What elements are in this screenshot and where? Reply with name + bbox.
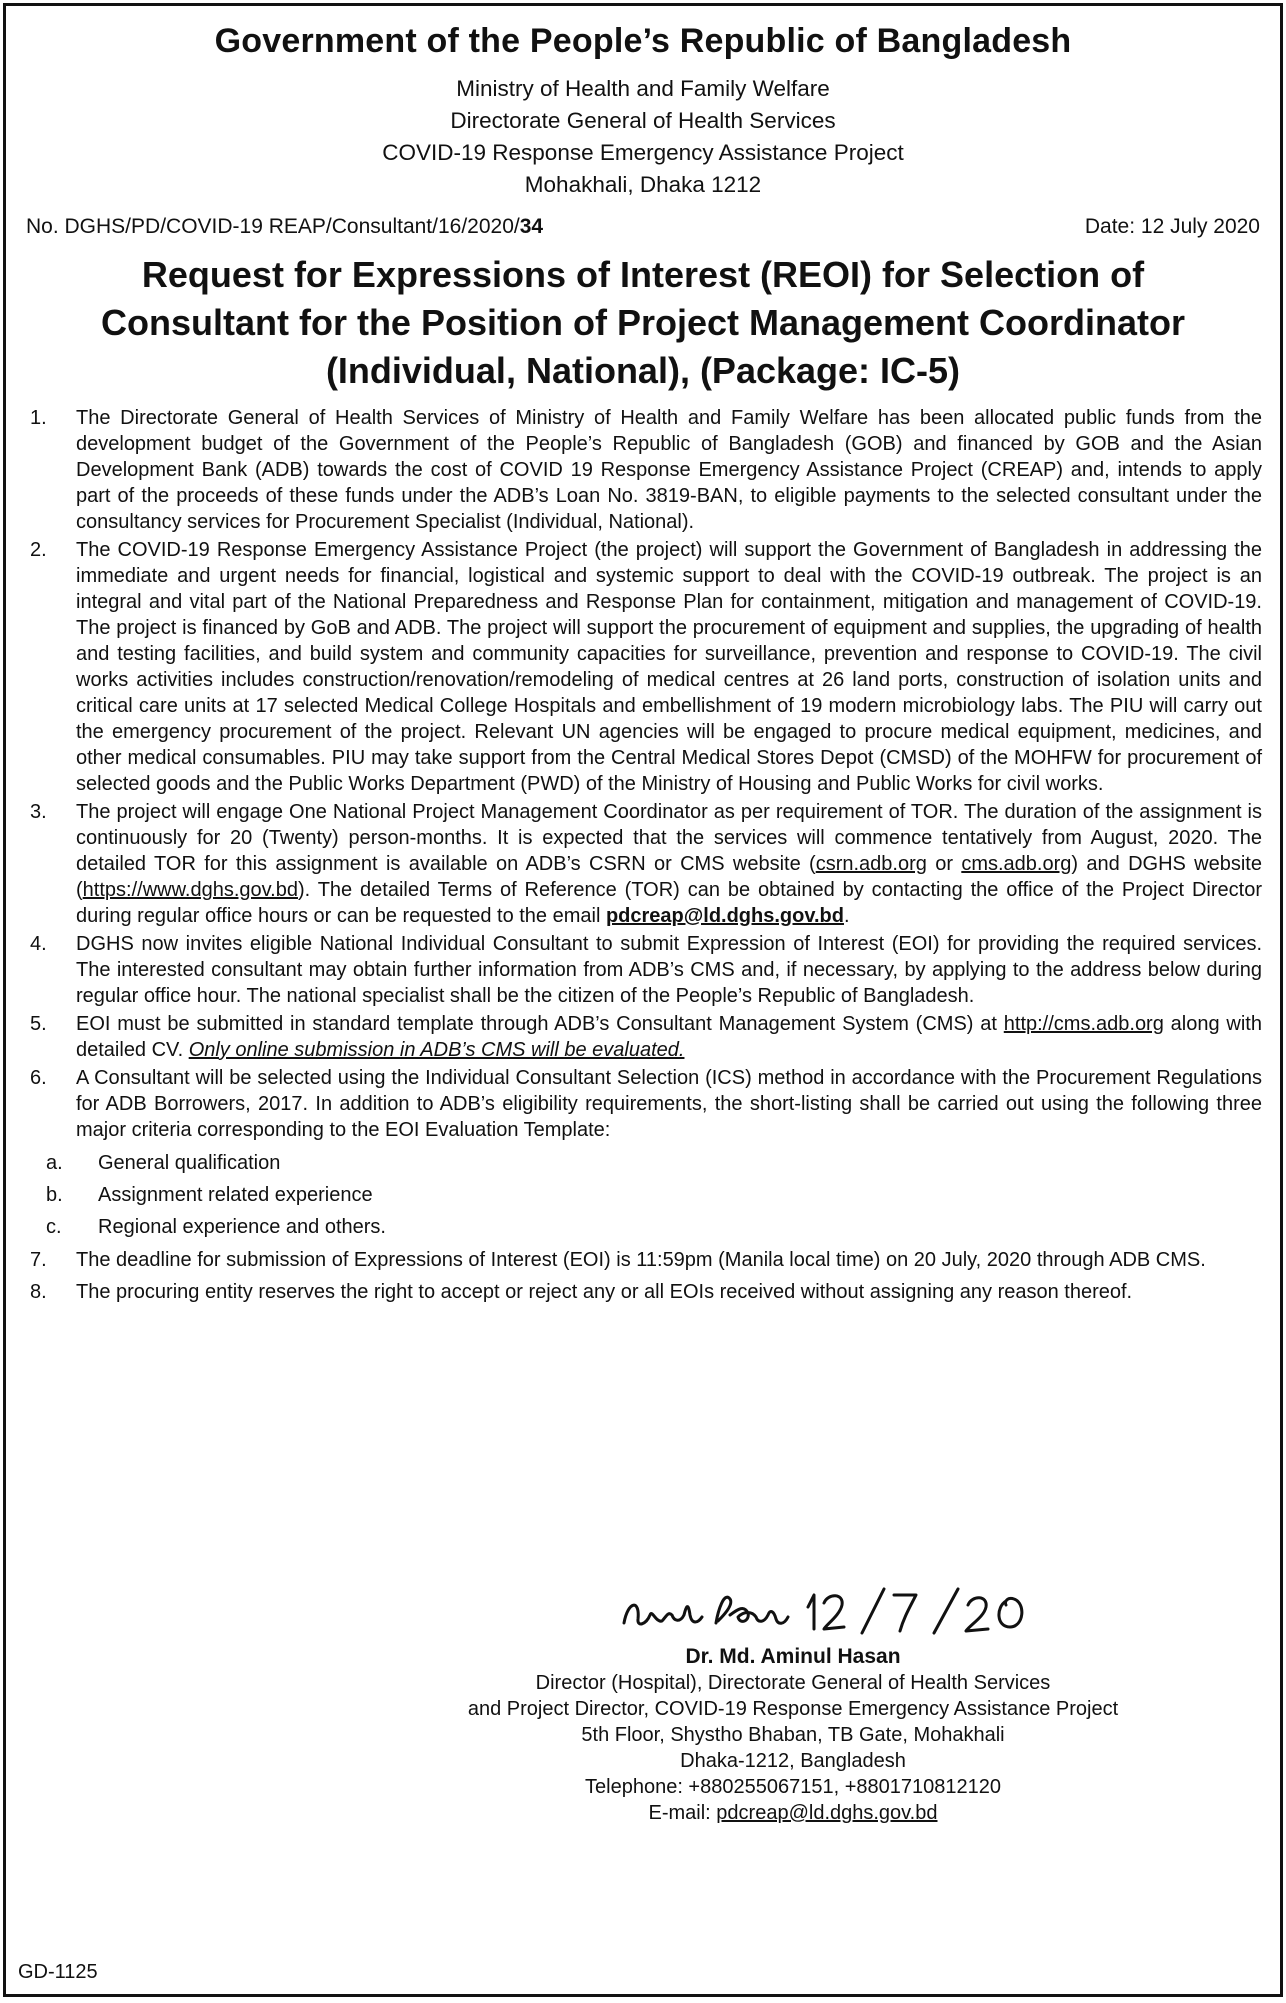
- paragraph-text: DGHS now invites eligible National Individual Consultant to submit Expression of Interest (EOI) for providing the required services. The interested consultant may obtain further information from ADB’s CMS and, if necessary, by applying to the address below during regular office hour. The national specialist shall be the citizen of the People’s Republic of Bangladesh.: [76, 933, 1262, 1007]
- paragraph-number: 2.: [30, 539, 47, 561]
- dghs-website-link[interactable]: https://www.dghs.gov.bd: [82, 879, 298, 901]
- signatory-telephone: Telephone: +880255067151, +8801710812120: [585, 1776, 1001, 1798]
- criteria-text: General qualification: [98, 1152, 281, 1174]
- address-line: Mohakhali, Dhaka 1212: [524, 172, 762, 197]
- paragraph-text: The deadline for submission of Expressions of Interest (EOI) is 11:59pm (Manila local time) on 20 July, 2020 through ADB CMS.: [76, 1249, 1206, 1271]
- signatory-name: Dr. Md. Aminul Hasan: [685, 1645, 901, 1668]
- paragraph-7: [24, 1247, 1262, 1273]
- paragraph-list: [24, 405, 1262, 1143]
- paragraph-list-continued: [24, 1247, 1262, 1305]
- title-line-1: Request for Expressions of Interest (REOI) for Selection of: [141, 254, 1145, 295]
- criteria-item: [24, 1147, 1262, 1179]
- criteria-label: b.: [46, 1184, 63, 1206]
- notice-date: Date: 12 July 2020: [1084, 215, 1260, 238]
- title-line-3: (Individual, National), (Package: IC-5): [325, 350, 961, 391]
- signatory-email-link[interactable]: pdcreap@ld.dghs.gov.bd: [716, 1802, 938, 1824]
- paragraph-number: 7.: [30, 1249, 47, 1271]
- criteria-item: [24, 1179, 1262, 1211]
- paragraph-text: The COVID-19 Response Emergency Assistance Project (the project) will support the Government of Bangladesh in addressing the immediate and urgent needs for financial, logistical and systemic support to deal with the COVID-19 outbreak. The project is an integral and vital part of the National Preparedness and Response Plan for containment, mitigation and management of COVID-19. The project is financed by GoB and ADB. The project will support the procurement of equipment and supplies, the upgrading of health and testing facilities, and build system and community capacities for surveillance, prevention and response to COVID-19. The civil works activities includes construction/renovation/remodeling of medical centres at 26 land ports, construction of isolation units and critical care units at 17 selected Medical College Hospitals and embellishment of 19 modern microbiology labs. The PIU will carry out the emergency procurement of the project. Relevant UN agencies will be engaged to procure medical equipment, medicines, and other medical consumables. PIU may take support from the Central Medical Stores Depot (CMSD) of the MOHFW for procurement of selected goods and the Public Works Department (PWD) of the Ministry of Housing and Public Works for civil works.: [76, 539, 1262, 795]
- ministry-line: Ministry of Health and Family Welfare: [456, 76, 830, 101]
- paragraph-8: [24, 1279, 1262, 1305]
- email-link[interactable]: pdcreap@ld.dghs.gov.bd: [605, 905, 844, 927]
- cms-url-link[interactable]: http://cms.adb.org: [1003, 1013, 1164, 1035]
- paragraph-number: 6.: [30, 1067, 47, 1089]
- title-line-2: Consultant for the Position of Project Management Coordinator: [100, 302, 1186, 343]
- cms-link[interactable]: cms.adb.org: [961, 853, 1072, 875]
- paragraph-number: 5.: [30, 1013, 47, 1035]
- government-heading: Government of the People’s Republic of Bangladesh: [214, 22, 1072, 60]
- footer-code: GD-1125: [18, 1961, 98, 1983]
- signatory-address-1: 5th Floor, Shystho Bhaban, TB Gate, Mohakhali: [581, 1724, 1005, 1746]
- paragraph-text: The project will engage One National Project Management Coordinator as per requirement of TOR. The duration of the assignment is continuously for 20 (Twenty) person-months. It is expected that the services will commence tentatively from August, 2020. The detailed TOR for this assignment is available on ADB’s CSRN or CMS website (csrn.adb.org or cms.adb.org) and DGHS website (https://www.dghs.gov.bd). The detailed Terms of Reference (TOR) can be obtained by contacting the office of the Project Director during regular office hours or can be requested to the email pdcreap@ld.dghs.gov.bd.: [76, 801, 1262, 927]
- paragraph-number: 8.: [30, 1281, 47, 1303]
- paragraph-5: [24, 1011, 1262, 1063]
- notice-title: [24, 251, 1262, 395]
- paragraph-6: [24, 1065, 1262, 1143]
- criteria-list: [24, 1147, 1262, 1243]
- paragraph-3: [24, 799, 1262, 929]
- signatory-email: E-mail: pdcreap@ld.dghs.gov.bd: [648, 1802, 938, 1824]
- reference-number: No. DGHS/PD/COVID-19 REAP/Consultant/16/2020/34: [26, 215, 544, 238]
- signatory-title-2: and Project Director, COVID-19 Response Emergency Assistance Project: [467, 1698, 1119, 1720]
- paragraph-number: 1.: [30, 407, 47, 429]
- criteria-label: c.: [46, 1216, 62, 1238]
- online-submission-note: Only online submission in ADB’s CMS will be evaluated.: [188, 1039, 685, 1061]
- paragraph-text: The procuring entity reserves the right to accept or reject any or all EOIs received without assigning any reason thereof.: [76, 1281, 1133, 1303]
- signatory-title-1: Director (Hospital), Directorate General of Health Services: [535, 1672, 1051, 1694]
- csrn-link[interactable]: csrn.adb.org: [815, 853, 927, 875]
- paragraph-text: A Consultant will be selected using the Individual Consultant Selection (ICS) method in accordance with the Procurement Regulations for ADB Borrowers, 2017. In addition to ADB’s eligibility requirements, the short-listing shall be carried out using the following three major criteria corresponding to the EOI Evaluation Template:: [76, 1067, 1262, 1141]
- paragraph-4: [24, 931, 1262, 1009]
- directorate-line: Directorate General of Health Services: [450, 108, 836, 133]
- reference-line: [24, 215, 1262, 239]
- paragraph-1: [24, 405, 1262, 535]
- paragraph-text: The Directorate General of Health Services of Ministry of Health and Family Welfare has been allocated public funds from the development budget of the Government of the People’s Republic of Bangladesh (GOB) and financed by GOB and the Asian Development Bank (ADB) towards the cost of COVID 19 Response Emergency Assistance Project (CREAP) and, intends to apply part of the proceeds of these funds under the ADB’s Loan No. 3819-BAN, to eligible payments to the selected consultant under the consultancy services for Procurement Specialist (Individual, National).: [76, 407, 1262, 533]
- criteria-text: Assignment related experience: [98, 1184, 373, 1206]
- signatory-address-2: Dhaka-1212, Bangladesh: [680, 1750, 906, 1772]
- notice-page: [3, 3, 1283, 1997]
- criteria-label: a.: [46, 1152, 63, 1174]
- handwritten-signature: [618, 1571, 1078, 1641]
- criteria-item: [24, 1211, 1262, 1243]
- paragraph-number: 3.: [30, 801, 47, 823]
- paragraph-text: EOI must be submitted in standard template through ADB’s Consultant Management System (CMS) at http://cms.adb.org along with detailed CV. Only online submission in ADB’s CMS will be evaluated.: [76, 1013, 1262, 1061]
- paragraph-2: [24, 537, 1262, 797]
- signature-block: [306, 1644, 1280, 1826]
- paragraph-number: 4.: [30, 933, 47, 955]
- project-line: COVID-19 Response Emergency Assistance Project: [382, 140, 904, 165]
- criteria-text: Regional experience and others.: [98, 1216, 386, 1238]
